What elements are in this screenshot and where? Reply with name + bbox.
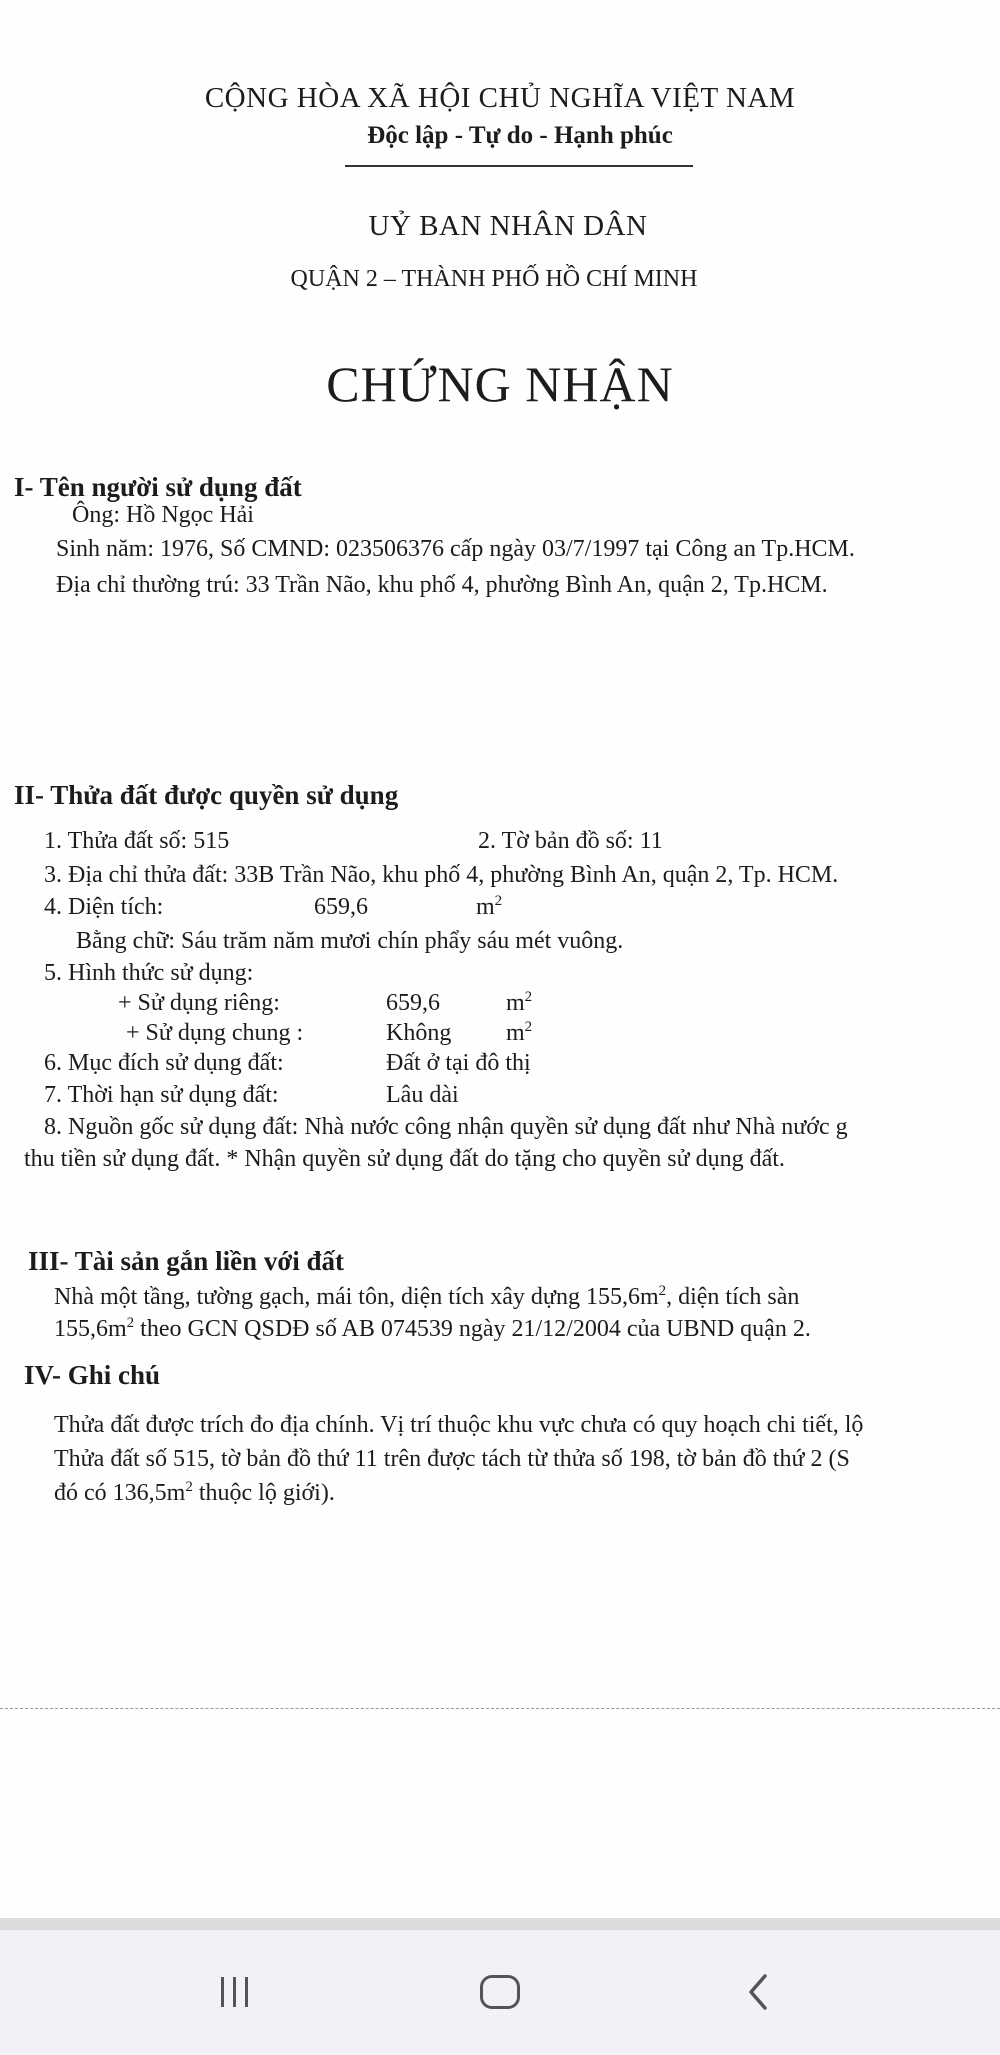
note-line-2: Thửa đất số 515, tờ bản đồ thứ 11 trên được tách từ thửa số 198, tờ bản đồ thứ 2 (S: [54, 1446, 850, 1472]
private-use-value: 659,6: [386, 990, 440, 1016]
section-1-title: I- Tên người sử dụng đất: [14, 472, 302, 502]
usage-form-label: 5. Hình thức sử dụng:: [44, 960, 254, 986]
map-number: 2. Tờ bản đồ số: 11: [478, 828, 663, 854]
certificate-title: CHỨNG NHẬN: [326, 356, 674, 412]
owner-address: Địa chỉ thường trú: 33 Trần Não, khu phố 4, phường Bình An, quận 2, Tp.HCM.: [56, 572, 828, 598]
lot-address: 3. Địa chỉ thửa đất: 33B Trần Não, khu phố 4, phường Bình An, quận 2, Tp. HCM.: [44, 862, 839, 888]
header-divider: [345, 165, 693, 167]
private-use-label: + Sử dụng riêng:: [118, 990, 280, 1016]
note-line-1: Thửa đất được trích đo địa chính. Vị trí thuộc khu vực chưa có quy hoạch chi tiết, lộ: [54, 1412, 864, 1438]
area-unit: $m^2$: [476, 893, 503, 920]
home-icon: [480, 1975, 520, 2009]
area-in-words: Bằng chữ: Sáu trăm năm mươi chín phẩy sáu mét vuông.: [76, 928, 624, 954]
committee-title: UỶ BAN NHÂN DÂN: [368, 210, 648, 242]
section-3-title: III- Tài sản gắn liền với đất: [28, 1246, 345, 1276]
back-button[interactable]: [658, 1952, 858, 2032]
recent-apps-icon: [221, 1977, 248, 2007]
note-line-3: đó có $136,5m^2$ thuộc lộ giới).: [54, 1479, 335, 1506]
owner-name: Ông: Hồ Ngọc Hải: [72, 502, 254, 528]
area-value: 659,6: [314, 894, 368, 920]
page-bottom-edge: [0, 1918, 1000, 1930]
section-2-title: II- Thửa đất được quyền sử dụng: [14, 780, 399, 810]
asset-line-2: $155,6m^2$ theo GCN QSDĐ số AB 074539 ngày 21/12/2004 của UBND quận 2.: [54, 1315, 811, 1342]
origin-line-2: thu tiền sử dụng đất. * Nhận quyền sử dụng đất do tặng cho quyền sử dụng đất.: [24, 1146, 785, 1172]
national-title: CỘNG HÒA XÃ HỘI CHỦ NGHĨA VIỆT NAM: [204, 82, 796, 114]
term-value: Lâu dài: [386, 1082, 459, 1108]
recent-apps-button[interactable]: [134, 1952, 334, 2032]
area-label: 4. Diện tích:: [44, 894, 164, 920]
system-navigation-bar: [0, 1930, 1000, 2055]
district-title: QUẬN 2 – THÀNH PHỐ HỒ CHÍ MINH: [290, 266, 698, 292]
home-button[interactable]: [400, 1952, 600, 2032]
page-fold-line: [0, 1708, 1000, 1709]
shared-use-unit: $m^2$: [506, 1019, 533, 1046]
back-icon: [743, 1972, 773, 2012]
purpose-label: 6. Mục đích sử dụng đất:: [44, 1050, 284, 1076]
private-use-unit: $m^2$: [506, 989, 533, 1016]
lot-number: 1. Thửa đất số: 515: [44, 828, 230, 854]
shared-use-value: Không: [386, 1020, 452, 1046]
owner-birth-id: Sinh năm: 1976, Số CMND: 023506376 cấp ngày 03/7/1997 tại Công an Tp.HCM.: [56, 536, 855, 562]
section-4-title: IV- Ghi chú: [24, 1360, 161, 1390]
shared-use-label: + Sử dụng chung :: [126, 1020, 304, 1046]
origin-line-1: 8. Nguồn gốc sử dụng đất: Nhà nước công nhận quyền sử dụng đất như Nhà nước g: [44, 1114, 848, 1140]
asset-line-1: Nhà một tầng, tường gạch, mái tôn, diện tích xây dựng $155,6m^2$, diện tích sàn: [54, 1283, 800, 1310]
purpose-value: Đất ở tại đô thị: [386, 1050, 531, 1076]
national-motto: Độc lập - Tự do - Hạnh phúc: [367, 122, 673, 149]
term-label: 7. Thời hạn sử dụng đất:: [44, 1082, 279, 1108]
